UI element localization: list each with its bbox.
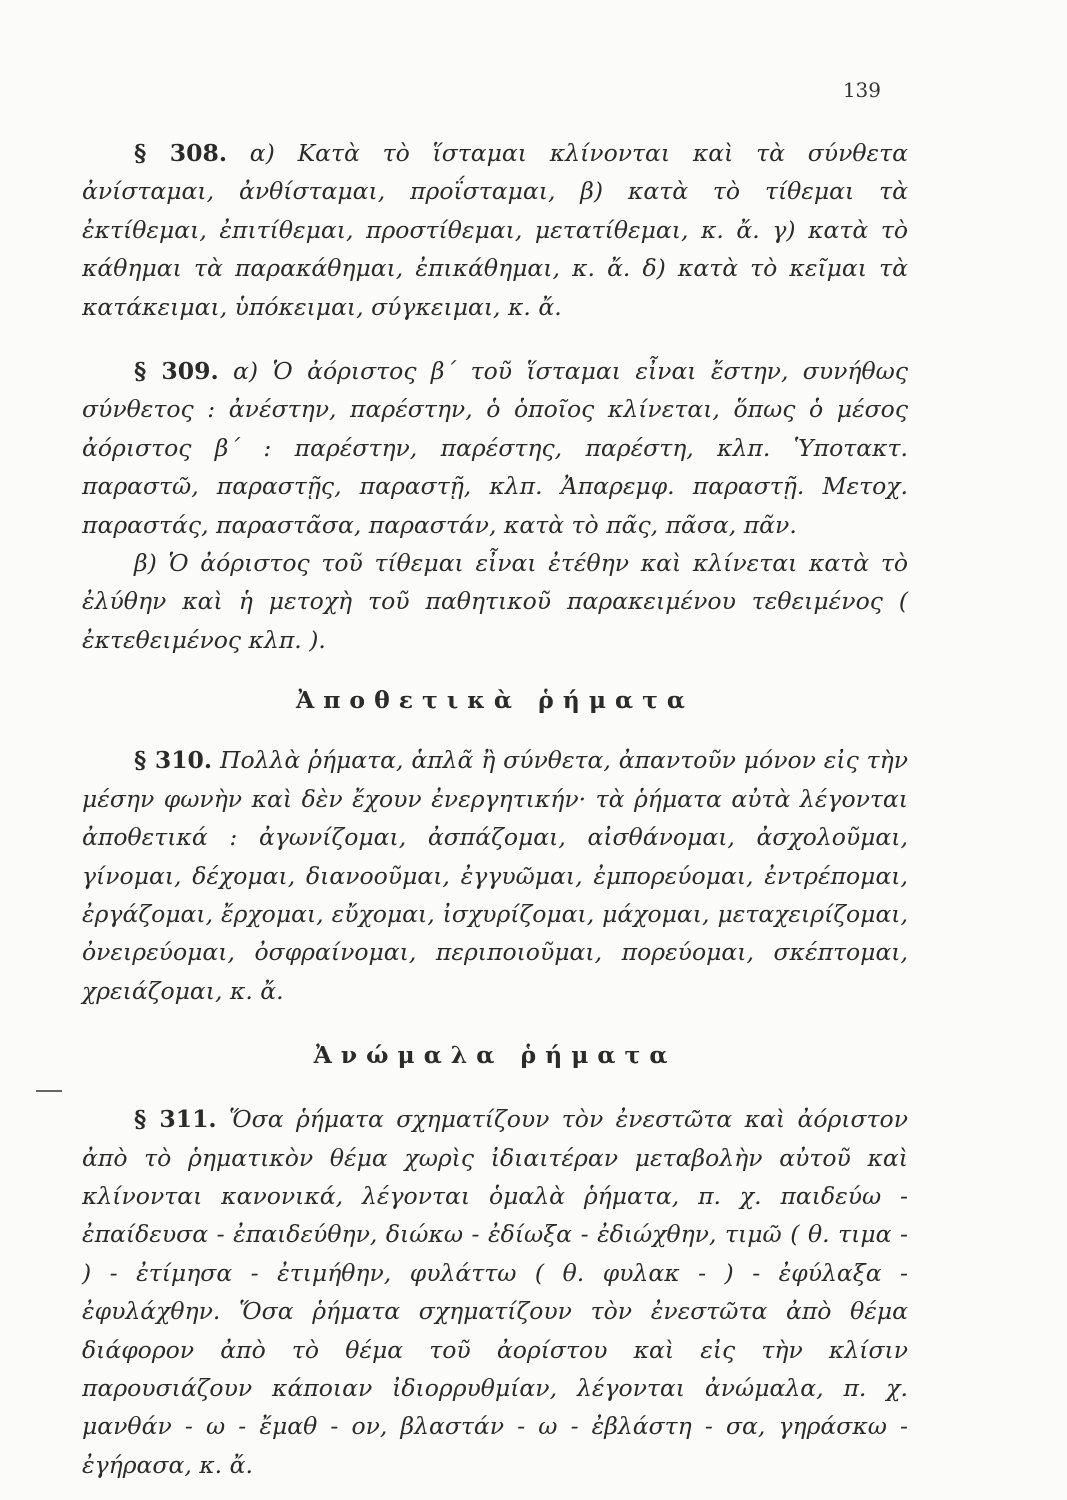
section-309	[82, 352, 908, 544]
section-number: § 311.	[134, 1105, 217, 1134]
section-text: α) Ὁ ἀόριστος β΄ τοῦ ἵσταμαι εἶναι ἔστην, συνήθως σύνθετος : ἀνέστην, παρέστην, ὁ ὁποῖος κλίνεται, ὅπως ὁ μέσος ἀόριστος β΄ : παρέστην, παρέστης, παρέστη, κλπ. Ὑποτακτ. παραστῶ, παραστῇς, παραστῇ, κλπ. Ἀπαρεμφ. παραστῇ. Μετοχ. παραστάς, παραστᾶσα, παραστάν, κατὰ τὸ πᾶς, πᾶσα, πᾶν.	[82, 357, 908, 539]
page-content	[82, 134, 908, 1484]
section-number: § 308.	[134, 139, 227, 167]
section-number: § 310.	[134, 746, 213, 775]
section-310	[82, 741, 908, 1010]
section-number: § 309.	[134, 357, 219, 386]
section-text: Πολλὰ ῥήματα, ἁπλᾶ ἢ σύνθετα, ἀπαντοῦν μόνον εἰς τὴν μέσην φωνὴν καὶ δὲν ἔχουν ἐνεργητικήν· τὰ ῥήματα αὐτὰ λέγονται ἀποθετικά : ἀγωνίζομαι, ἀσπάζομαι, αἰσθάνομαι, ἀσχολοῦμαι, γίνομαι, δέχομαι, διανοοῦμαι, ἐγγυῶμαι, ἐμπορεύομαι, ἐντρέπομαι, ἐργάζομαι, ἔρχομαι, εὔχομαι, ἰσχυρίζομαι, μάχομαι, μεταχειρίζομαι, ὀνειρεύομαι, ὀσφραίνομαι, περιποιοῦμαι, πορεύομαι, σκέπτομαι, χρειάζομαι, κ. ἄ.	[82, 746, 908, 1005]
heading-deponent-verbs: Ἀποθετικὰ ῥήματα	[295, 686, 695, 715]
heading-irregular-verbs: Ἀνώμαλα ῥήματα	[313, 1041, 677, 1070]
section-text: Ὅσα ῥήματα σχηματίζουν τὸν ἐνεστῶτα καὶ ἀόριστον ἀπὸ τὸ ῥηματικὸν θέμα χωρὶς ἰδιαιτέραν μεταβολὴν αὐτοῦ καὶ κλίνονται κανονικά, λέγονται ὁμαλὰ ῥήματα, π. χ. παιδεύω - ἐπαίδευσα - ἐπαιδεύθην, διώκω - ἐδίωξα - ἐδιώχθην, τιμῶ ( θ. τιμα - ) - ἐτίμησα - ἐτιμήθην, φυλάττω ( θ. φυλακ - ) - ἐφύλαξα - ἐφυλάχθην. Ὅσα ῥήματα σχηματίζουν τὸν ἐνεστῶτα ἀπὸ θέμα διάφορον ἀπὸ τὸ θέμα τοῦ ἀορίστου καὶ εἰς τὴν κλίσιν παρουσιάζουν κάποιαν ἰδιορρυθμίαν, λέγονται ἀνώμαλα, π. χ. μανθάν - ω - ἔμαθ - ον, βλαστάν - ω - ἐβλάστη - σα, γηράσκω - ἐγήρασα, κ. ἄ.	[82, 1105, 908, 1479]
page-number: 139	[842, 78, 881, 102]
section-text: β) Ὁ ἀόριστος τοῦ τίθεμαι εἶναι ἐτέθην καὶ κλίνεται κατὰ τὸ ἐλύθην καὶ ἡ μετοχὴ τοῦ παθητικοῦ παρακειμένου τεθειμένος ( ἐκτεθειμένος κλπ. ).	[82, 549, 908, 654]
margin-mark	[36, 1090, 62, 1092]
section-text: α) Κατὰ τὸ ἵσταμαι κλίνονται καὶ τὰ σύνθετα ἀνίσταμαι, ἀνθίσταμαι, προΐσταμαι, β) κατὰ τὸ τίθεμαι τὰ ἐκτίθεμαι, ἐπιτίθεμαι, προστίθεμαι, μετατίθεμαι, κ. ἄ. γ) κατὰ τὸ κάθημαι τὰ παρακάθημαι, ἐπικάθημαι, κ. ἄ. δ) κατὰ τὸ κεῖμαι τὰ κατάκειμαι, ὑπόκειμαι, σύγκειμαι, κ. ἄ.	[82, 139, 908, 321]
section-309-b	[82, 544, 908, 659]
section-311	[82, 1100, 908, 1484]
section-308	[82, 134, 908, 326]
